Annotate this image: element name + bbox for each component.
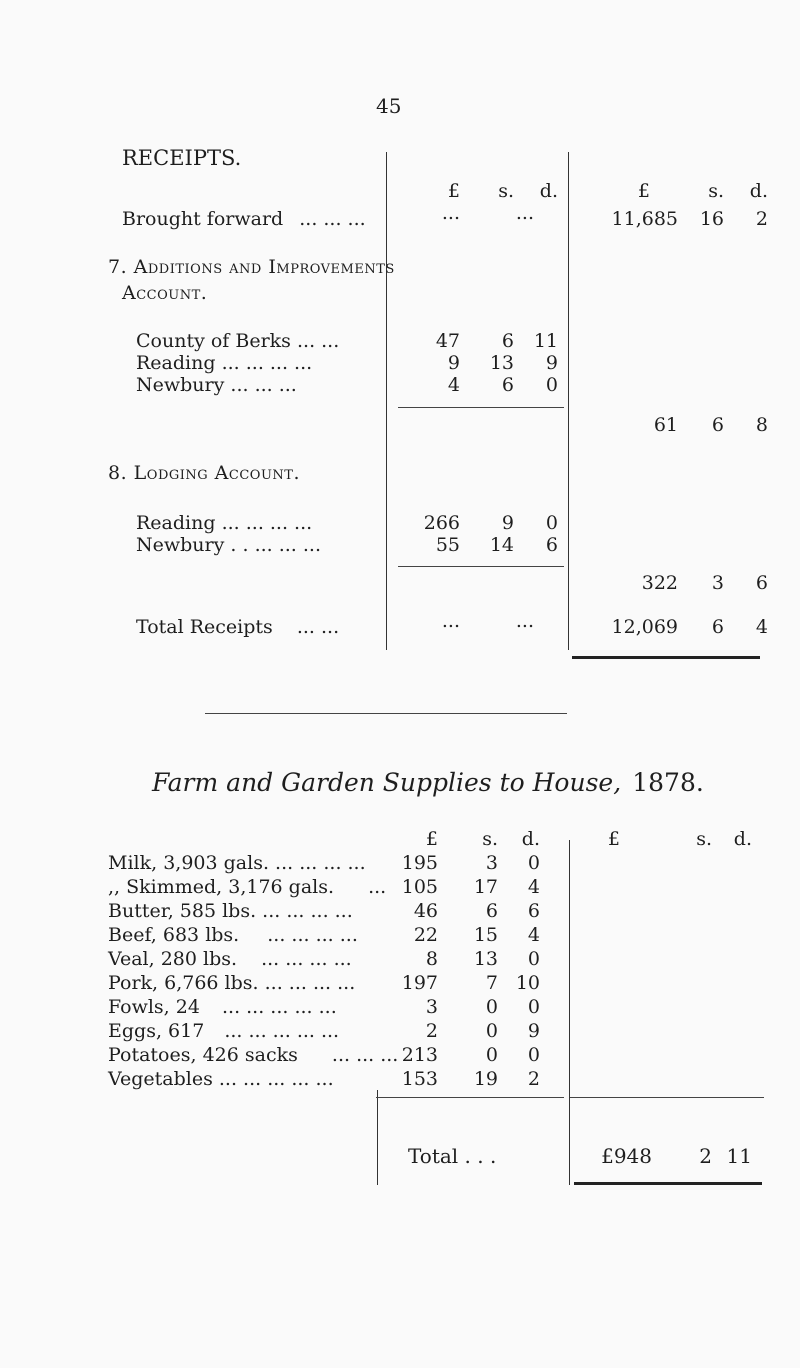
page-number: 45 — [376, 94, 402, 118]
section8-row-newbury: Newbury . . ... ... ... — [136, 534, 321, 556]
farm-subtotal-rule — [376, 1097, 564, 1098]
section8-subtotal-pounds: 322 — [641, 572, 678, 594]
lodging-reading-pence: 0 — [545, 512, 558, 534]
brought-forward-label: Brought forward ... ... ... — [122, 208, 366, 230]
farm-row-pounds: 195 — [401, 852, 438, 874]
section7-row-berks: County of Berks ... ... — [136, 330, 340, 352]
farm-row-pounds: 22 — [413, 924, 438, 946]
newbury7-pence: 0 — [545, 374, 558, 396]
farm-hdr-pence: d. — [521, 828, 540, 850]
farm-hdr-shillings: s. — [482, 828, 498, 850]
farm-row-label: Vegetables ... ... ... ... ... — [108, 1068, 334, 1090]
receipts-rule-left — [386, 152, 387, 650]
brought-forward-pounds: 11,685 — [611, 208, 678, 230]
farm-total-rule — [574, 1182, 762, 1185]
farm-row-pence: 0 — [527, 1044, 540, 1066]
page-separator — [205, 713, 567, 714]
farm-row-label: Potatoes, 426 sacks ... ... ... — [108, 1044, 399, 1066]
newbury7-pounds: 4 — [447, 374, 460, 396]
total-receipts-label: Total Receipts ... ... — [136, 616, 340, 638]
farm-row-label: Fowls, 24 ... ... ... ... ... — [108, 996, 337, 1018]
section7-title: 7. Additions and Improvements — [108, 256, 395, 278]
farm-total-label: Total . . . — [408, 1144, 497, 1168]
farm-total-pence: 11 — [726, 1144, 752, 1168]
farm-row-label: Milk, 3,903 gals. ... ... ... ... — [108, 852, 366, 874]
brought-forward-dots-2: ... — [515, 202, 534, 224]
farm-row-shillings: 13 — [473, 948, 498, 970]
farm-total-shillings: 2 — [699, 1144, 712, 1168]
section7-subtotal-pence: 8 — [755, 414, 768, 436]
farm-row-shillings: 6 — [485, 900, 498, 922]
total-receipts-shillings: 6 — [711, 616, 724, 638]
reading7-shillings: 13 — [489, 352, 514, 374]
section8-subtotal-shillings: 3 — [711, 572, 724, 594]
total-receipts-pence: 4 — [755, 616, 768, 638]
farm-row-shillings: 15 — [473, 924, 498, 946]
section7-subtotal-pounds: 61 — [653, 414, 678, 436]
farm-row-label: Pork, 6,766 lbs. ... ... ... ... — [108, 972, 356, 994]
farm-row-pence: 10 — [515, 972, 540, 994]
farm-title: Farm and Garden Supplies to House, 1878. — [152, 768, 704, 797]
farm-row-pounds: 153 — [401, 1068, 438, 1090]
farm-row-shillings: 0 — [485, 996, 498, 1018]
farm-row-pounds: 46 — [413, 900, 438, 922]
section7-subtotal-shillings: 6 — [711, 414, 724, 436]
section7-title-cont: Account. — [122, 282, 208, 304]
brought-forward-pence: 2 — [755, 208, 768, 230]
newbury7-shillings: 6 — [501, 374, 514, 396]
receipts-hdr-total-pence: d. — [749, 180, 768, 202]
farm-row-pence: 6 — [527, 900, 540, 922]
farm-row-pounds: 105 — [401, 876, 438, 898]
reading7-pounds: 9 — [447, 352, 460, 374]
farm-row-shillings: 19 — [473, 1068, 498, 1090]
farm-row-shillings: 7 — [485, 972, 498, 994]
farm-total-top-rule — [570, 1097, 764, 1098]
farm-row-pence: 0 — [527, 948, 540, 970]
receipts-hdr-pence: d. — [539, 180, 558, 202]
lodging-reading-shillings: 9 — [501, 512, 514, 534]
farm-row-label: Eggs, 617 ... ... ... ... ... — [108, 1020, 340, 1042]
farm-row-pounds: 2 — [425, 1020, 438, 1042]
lodging-reading-pounds: 266 — [423, 512, 460, 534]
lodging-newbury-shillings: 14 — [489, 534, 514, 556]
farm-row-label: ,, Skimmed, 3,176 gals. ... — [108, 876, 387, 898]
farm-row-pence: 9 — [527, 1020, 540, 1042]
farm-hdr-total-shillings: s. — [696, 828, 712, 850]
berks-pence: 11 — [533, 330, 558, 352]
receipts-hdr-shillings: s. — [498, 180, 514, 202]
farm-row-pence: 4 — [527, 924, 540, 946]
farm-row-label: Beef, 683 lbs. ... ... ... ... — [108, 924, 358, 946]
farm-row-pounds: 213 — [401, 1044, 438, 1066]
farm-row-pence: 2 — [527, 1068, 540, 1090]
lodging-newbury-pence: 6 — [545, 534, 558, 556]
reading7-pence: 9 — [545, 352, 558, 374]
farm-row-shillings: 0 — [485, 1020, 498, 1042]
section8-title: 8. Lodging Account. — [108, 462, 300, 484]
section8-subtotal-rule — [398, 566, 564, 567]
farm-row-pence: 0 — [527, 852, 540, 874]
total-receipts-rule — [572, 656, 760, 659]
section8-subtotal-pence: 6 — [755, 572, 768, 594]
lodging-newbury-pounds: 55 — [435, 534, 460, 556]
total-receipts-pounds: 12,069 — [611, 616, 678, 638]
receipts-hdr-pounds: £ — [447, 180, 460, 202]
brought-forward-shillings: 16 — [699, 208, 724, 230]
farm-row-shillings: 0 — [485, 1044, 498, 1066]
total-receipts-dots-2: ... — [515, 610, 534, 632]
farm-rule-mid — [569, 840, 570, 1185]
farm-row-pounds: 8 — [425, 948, 438, 970]
farm-row-pounds: 3 — [425, 996, 438, 1018]
farm-row-pence: 0 — [527, 996, 540, 1018]
farm-total-pounds: £948 — [601, 1144, 652, 1168]
receipts-hdr-total-shillings: s. — [708, 180, 724, 202]
section7-row-newbury: Newbury ... ... ... — [136, 374, 297, 396]
receipts-heading: RECEIPTS. — [122, 146, 242, 170]
berks-shillings: 6 — [501, 330, 514, 352]
brought-forward-dots-1: ... — [441, 202, 460, 224]
berks-pounds: 47 — [435, 330, 460, 352]
farm-row-shillings: 17 — [473, 876, 498, 898]
farm-rule-left-short — [377, 1090, 378, 1185]
total-receipts-dots-1: ... — [441, 610, 460, 632]
farm-row-label: Butter, 585 lbs. ... ... ... ... — [108, 900, 353, 922]
receipts-rule-mid — [568, 152, 569, 650]
farm-row-label: Veal, 280 lbs. ... ... ... ... — [108, 948, 352, 970]
section7-row-reading: Reading ... ... ... ... — [136, 352, 313, 374]
farm-hdr-total-pence: d. — [733, 828, 752, 850]
farm-hdr-total-pounds: £ — [607, 828, 620, 850]
section8-row-reading: Reading ... ... ... ... — [136, 512, 313, 534]
farm-hdr-pounds: £ — [425, 828, 438, 850]
farm-row-shillings: 3 — [485, 852, 498, 874]
section7-subtotal-rule — [398, 407, 564, 408]
receipts-hdr-total-pounds: £ — [637, 180, 650, 202]
farm-row-pounds: 197 — [401, 972, 438, 994]
farm-row-pence: 4 — [527, 876, 540, 898]
